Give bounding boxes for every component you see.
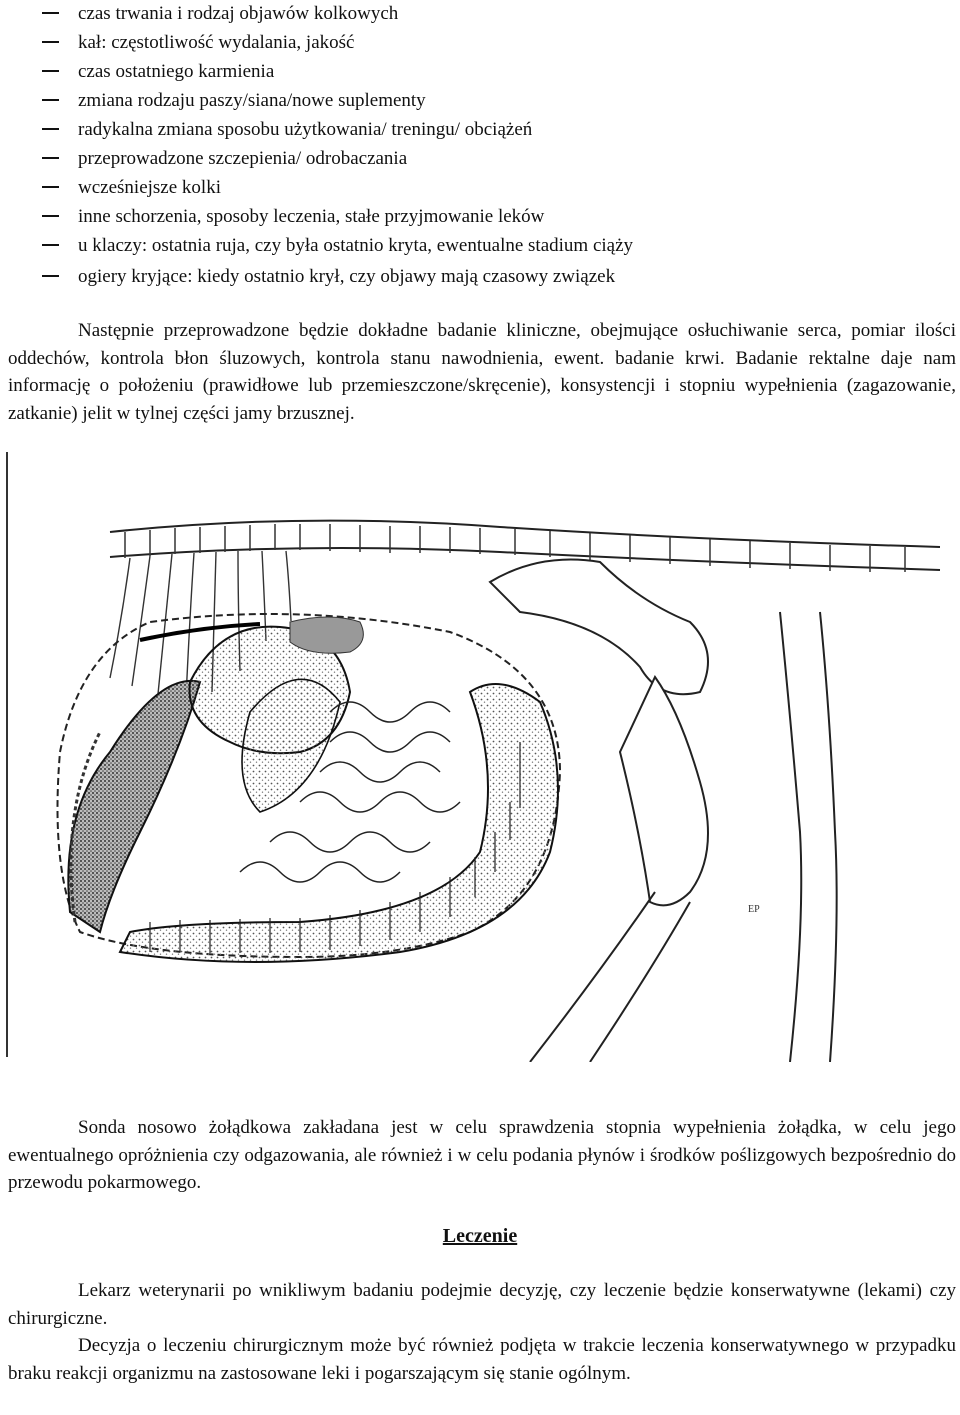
dash-bullet-icon: [42, 157, 59, 159]
list-item: radykalna zmiana sposobu użytkowania/ treningu/ obciążeń: [0, 115, 960, 144]
list-item: kał: częstotliwość wydalania, jakość: [0, 28, 960, 57]
dash-bullet-icon: [42, 70, 59, 72]
nasogastric-tube-paragraph: Sonda nosowo żołądkowa zakładana jest w celu sprawdzenia stopnia wypełnienia żołądka, w celu jego ewentualnego opróżnienia czy odgazowania, ale również i w celu podania płynów i środków poślizgowych bezpośrednio do przewodu pokarmowego.: [8, 1117, 956, 1193]
treatment-paragraph-1: Lekarz weterynarii po wnikliwym badaniu podejmie decyzję, czy leczenie będzie konserwatywne (lekami) czy chirurgiczne.: [8, 1280, 956, 1329]
section-heading-treatment: Leczenie: [442, 1225, 518, 1247]
dash-bullet-icon: [42, 99, 59, 101]
list-item: u klaczy: ostatnia ruja, czy była ostatnio kryta, ewentualne stadium ciąży: [0, 231, 960, 260]
list-item: czas ostatniego karmienia: [0, 57, 960, 86]
dash-bullet-icon: [42, 215, 59, 217]
list-item: ogiery kryjące: kiedy ostatnio krył, czy objawy mają czasowy związek: [0, 262, 960, 291]
list-item: zmiana rodzaju paszy/siana/nowe suplementy: [0, 86, 960, 115]
dash-bullet-icon: [42, 12, 59, 14]
dash-bullet-icon: [42, 41, 59, 43]
list-item: inne schorzenia, sposoby leczenia, stałe przyjmowanie leków: [0, 202, 960, 231]
dash-bullet-icon: [42, 275, 59, 277]
dash-bullet-icon: [42, 244, 59, 246]
dash-bullet-icon: [42, 186, 59, 188]
list-item: przeprowadzone szczepienia/ odrobaczania: [0, 144, 960, 173]
list-item: wcześniejsze kolki: [0, 173, 960, 202]
artist-signature: EP: [748, 904, 760, 915]
dash-bullet-icon: [42, 128, 59, 130]
exam-paragraph: Następnie przeprowadzone będzie dokładne badanie kliniczne, obejmujące osłuchiwanie serca, pomiar ilości oddechów, kontrola błon śluzowych, kontrola stanu nawodnienia, ewent. badanie krwi. Badanie rektalne daje nam informację o położeniu (prawidłowe lub przemieszczone/skręcenie), konsystencji i stopniu wypełnienia (zagazowanie, zatkanie) jelit w tylnej części jamy brzusznej.: [8, 320, 956, 424]
treatment-paragraph-2: Decyzja o leczeniu chirurgicznym może być również podjęta w trakcie leczenia konserwatywnego w przypadku braku reakcji organizmu na zastosowane leki i pogarszającym się stanie ogólnym.: [8, 1335, 956, 1384]
list-item: czas trwania i rodzaj objawów kolkowych: [0, 0, 960, 28]
abdomen-anatomy-illustration: [0, 452, 960, 1062]
